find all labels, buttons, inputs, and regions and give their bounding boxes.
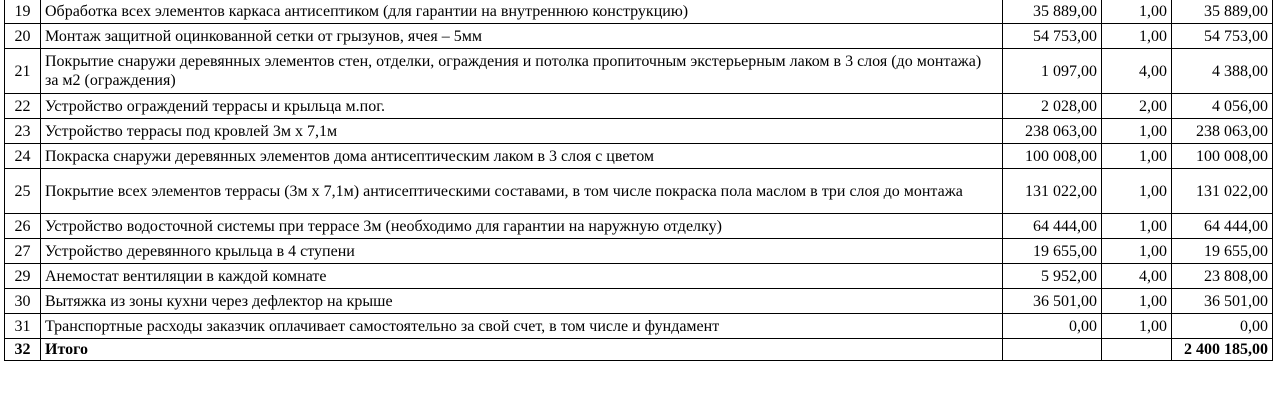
work-description: Устройство ограждений террасы и крыльца м.пог. xyxy=(41,94,1003,119)
unit-price-empty xyxy=(1003,339,1102,361)
table-row xyxy=(5,289,1273,314)
quantity: 1,00 xyxy=(1102,144,1172,169)
table-row xyxy=(5,314,1273,339)
quantity: 2,00 xyxy=(1102,94,1172,119)
work-description: Обработка всех элементов каркаса антисептиком (для гарантии на внутреннюю конструкцию) xyxy=(41,0,1003,24)
table-row xyxy=(5,144,1273,169)
table-row xyxy=(5,119,1273,144)
line-total: 19 655,00 xyxy=(1172,239,1273,264)
unit-price: 19 655,00 xyxy=(1003,239,1102,264)
row-number: 25 xyxy=(5,169,41,214)
work-description: Транспортные расходы заказчик оплачивает самостоятельно за свой счет, в том числе и фундамент xyxy=(41,314,1003,339)
work-description: Покраска снаружи деревянных элементов дома антисептическим лаком в 3 слоя с цветом xyxy=(41,144,1003,169)
total-row xyxy=(5,339,1273,361)
work-description: Устройство террасы под кровлей 3м х 7,1м xyxy=(41,119,1003,144)
quantity: 1,00 xyxy=(1102,169,1172,214)
quantity: 1,00 xyxy=(1102,0,1172,24)
unit-price: 1 097,00 xyxy=(1003,49,1102,94)
table-row xyxy=(5,49,1273,94)
work-description: Устройство деревянного крыльца в 4 ступени xyxy=(41,239,1003,264)
unit-price: 2 028,00 xyxy=(1003,94,1102,119)
table-row xyxy=(5,264,1273,289)
quantity-empty xyxy=(1102,339,1172,361)
row-number: 22 xyxy=(5,94,41,119)
work-description: Анемостат вентиляции в каждой комнате xyxy=(41,264,1003,289)
row-number: 26 xyxy=(5,214,41,239)
line-total: 100 008,00 xyxy=(1172,144,1273,169)
row-number: 24 xyxy=(5,144,41,169)
work-description: Покрытие всех элементов террасы (3м х 7,1м) антисептическими составами, в том числе покраска пола маслом в три слоя до монтажа xyxy=(41,169,1003,214)
work-description: Покрытие снаружи деревянных элементов стен, отделки, ограждения и потолка пропиточным экстерьерным лаком в 3 слоя (до монтажа) за м2 (ограждения) xyxy=(41,49,1003,94)
quantity: 1,00 xyxy=(1102,119,1172,144)
estimate-table xyxy=(4,0,1273,361)
unit-price: 131 022,00 xyxy=(1003,169,1102,214)
unit-price: 100 008,00 xyxy=(1003,144,1102,169)
unit-price: 238 063,00 xyxy=(1003,119,1102,144)
quantity: 1,00 xyxy=(1102,239,1172,264)
total-label: Итого xyxy=(41,339,1003,361)
work-description: Устройство водосточной системы при террасе 3м (необходимо для гарантии на наружную отделку) xyxy=(41,214,1003,239)
line-total: 54 753,00 xyxy=(1172,24,1273,49)
line-total: 4 056,00 xyxy=(1172,94,1273,119)
quantity: 1,00 xyxy=(1102,314,1172,339)
table-row xyxy=(5,169,1273,214)
grand-total: 2 400 185,00 xyxy=(1172,339,1273,361)
line-total: 64 444,00 xyxy=(1172,214,1273,239)
quantity: 4,00 xyxy=(1102,49,1172,94)
row-number: 23 xyxy=(5,119,41,144)
row-number: 30 xyxy=(5,289,41,314)
row-number: 21 xyxy=(5,49,41,94)
line-total: 36 501,00 xyxy=(1172,289,1273,314)
row-number: 20 xyxy=(5,24,41,49)
quantity: 1,00 xyxy=(1102,214,1172,239)
unit-price: 35 889,00 xyxy=(1003,0,1102,24)
table-row xyxy=(5,214,1273,239)
quantity: 4,00 xyxy=(1102,264,1172,289)
work-description: Вытяжка из зоны кухни через дефлектор на крыше xyxy=(41,289,1003,314)
unit-price: 5 952,00 xyxy=(1003,264,1102,289)
unit-price: 0,00 xyxy=(1003,314,1102,339)
line-total: 131 022,00 xyxy=(1172,169,1273,214)
line-total: 35 889,00 xyxy=(1172,0,1273,24)
row-number: 31 xyxy=(5,314,41,339)
unit-price: 54 753,00 xyxy=(1003,24,1102,49)
row-number: 27 xyxy=(5,239,41,264)
work-description: Монтаж защитной оцинкованной сетки от грызунов, ячея – 5мм xyxy=(41,24,1003,49)
quantity: 1,00 xyxy=(1102,24,1172,49)
unit-price: 36 501,00 xyxy=(1003,289,1102,314)
table-row xyxy=(5,0,1273,24)
table-row xyxy=(5,239,1273,264)
table-row xyxy=(5,94,1273,119)
table-row xyxy=(5,24,1273,49)
line-total: 23 808,00 xyxy=(1172,264,1273,289)
quantity: 1,00 xyxy=(1102,289,1172,314)
line-total: 4 388,00 xyxy=(1172,49,1273,94)
line-total: 0,00 xyxy=(1172,314,1273,339)
estimate-table-body xyxy=(5,0,1273,361)
row-number: 19 xyxy=(5,0,41,24)
row-number: 29 xyxy=(5,264,41,289)
unit-price: 64 444,00 xyxy=(1003,214,1102,239)
line-total: 238 063,00 xyxy=(1172,119,1273,144)
row-number: 32 xyxy=(5,339,41,361)
